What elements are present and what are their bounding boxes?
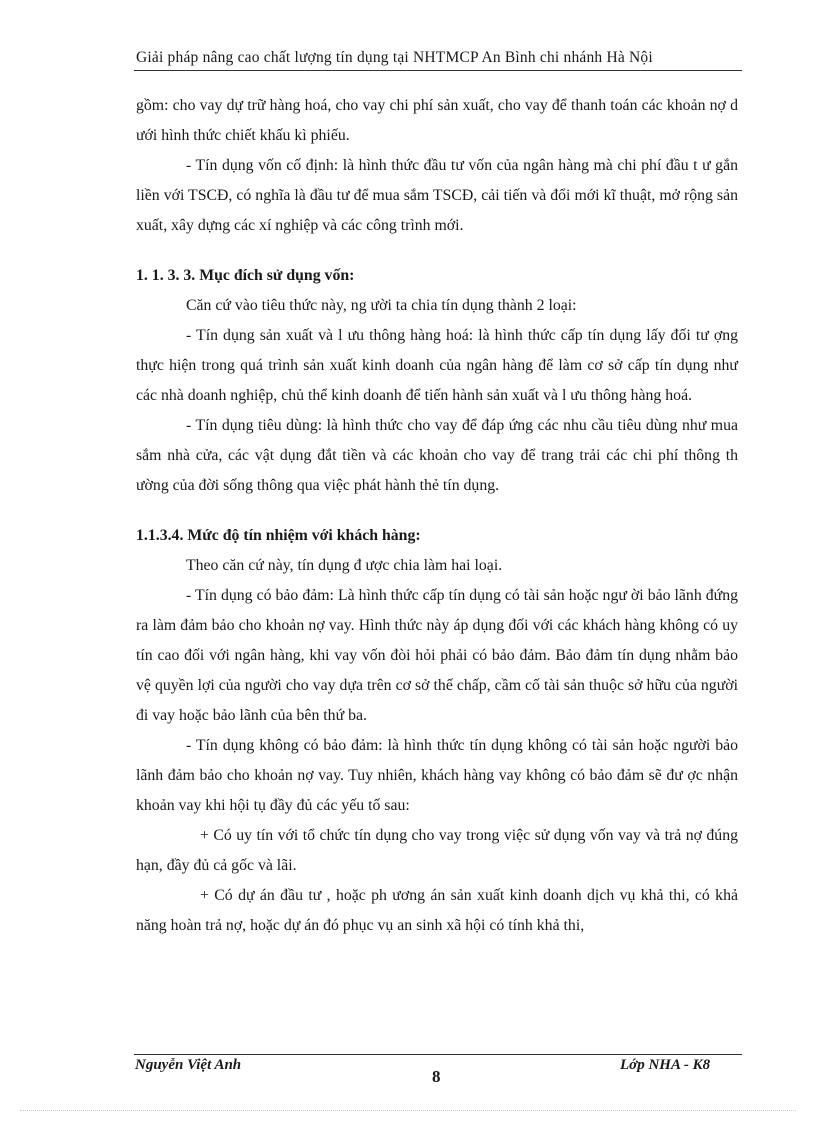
section-heading-purpose: 1. 1. 3. 3. Mục đích sử dụng vốn: [136,267,355,284]
paragraph-condition-project: + Có dự án đầu tư , hoặc ph ương án sản xuất kinh doanh dịch vụ khả thi, có khả năng hoàn trả nợ, hoặc dự án đó phục vụ an sinh xã hội có tính khả thi, [136,887,738,934]
footer-class: Lớp NHA - K8 [620,1057,711,1073]
paragraph-consumer-credit: - Tín dụng tiêu dùng: là hình thức cho vay để đáp ứng các nhu cầu tiêu dùng như mua sắm nhà cửa, các vật dụng đắt tiền và các khoản cho vay để trang trải các chi phí thông th ường của đời sống thông qua việc phát hành thẻ tín dụng. [136,417,738,494]
header-rule [134,70,742,71]
section-heading-trust-level: 1.1.3.4. Mức độ tín nhiệm với khách hàng: [136,527,421,544]
paragraph-purpose-intro: Căn cứ vào tiêu thức này, ng ười ta chia tín dụng thành 2 loại: [186,297,577,314]
document-body [136,91,738,941]
paragraph-fixed-capital-credit: - Tín dụng vốn cố định: là hình thức đầu tư vốn của ngân hàng mà chi phí đầu t ư gắn liền với TSCĐ, có nghĩa là đầu tư để mua sắm TSCĐ, cải tiến và đổi mới kĩ thuật, mở rộng sản xuất, xây dựng các xí nghiệp và các công trình mới. [136,157,738,234]
paragraph-production-credit: - Tín dụng sản xuất và l ưu thông hàng hoá: là hình thức cấp tín dụng lấy đối tư ợng thực hiện trong quá trình sản xuất kinh doanh của ngân hàng để làm cơ sở cấp tín dụng như các nhà doanh nghiệp, chủ thể kinh doanh để tiến hành sản xuất và l ưu thông hàng hoá. [136,327,738,404]
running-header: Giải pháp nâng cao chất lượng tín dụng tại NHTMCP An Bình chi nhánh Hà Nội [136,49,653,66]
paragraph-unsecured-credit: - Tín dụng không có bảo đảm: là hình thức tín dụng không có tài sản hoặc người bảo lãnh đảm bảo cho khoản nợ vay. Tuy nhiên, khách hàng vay không có bảo đảm sẽ đư ợc nhận khoản vay khi hội tụ đầy đủ các yếu tố sau: [136,737,738,814]
paragraph-condition-reputation: + Có uy tín với tổ chức tín dụng cho vay trong việc sử dụng vốn vay và trả nợ đúng hạn, đầy đủ cả gốc và lãi. [136,827,738,874]
page-bottom-dotted-border [20,1110,796,1111]
paragraph-secured-credit: - Tín dụng có bảo đảm: Là hình thức cấp tín dụng có tài sản hoặc ngư ời bảo lãnh đứng ra làm đảm bảo cho khoản nợ vay. Hình thức này áp dụng đối với các khách hàng không có uy tín cao đối với ngân hàng, khi vay vốn đòi hỏi phải có bảo đảm. Bảo đảm tín dụng nhằm bảo vệ quyền lợi của người cho vay dựa trên cơ sở thế chấp, cầm cố tài sản thuộc sở hữu của người đi vay hoặc bảo lãnh của bên thứ ba. [136,587,738,724]
page-number: 8 [432,1067,441,1086]
footer-author: Nguyễn Việt Anh [135,1057,242,1073]
footer-rule [134,1054,742,1055]
paragraph-trust-intro: Theo căn cứ này, tín dụng đ ược chia làm hai loại. [186,557,503,574]
paragraph-continuation: gồm: cho vay dự trữ hàng hoá, cho vay chi phí sản xuất, cho vay để thanh toán các khoản nợ d ưới hình thức chiết khấu kì phiếu. [136,97,738,144]
